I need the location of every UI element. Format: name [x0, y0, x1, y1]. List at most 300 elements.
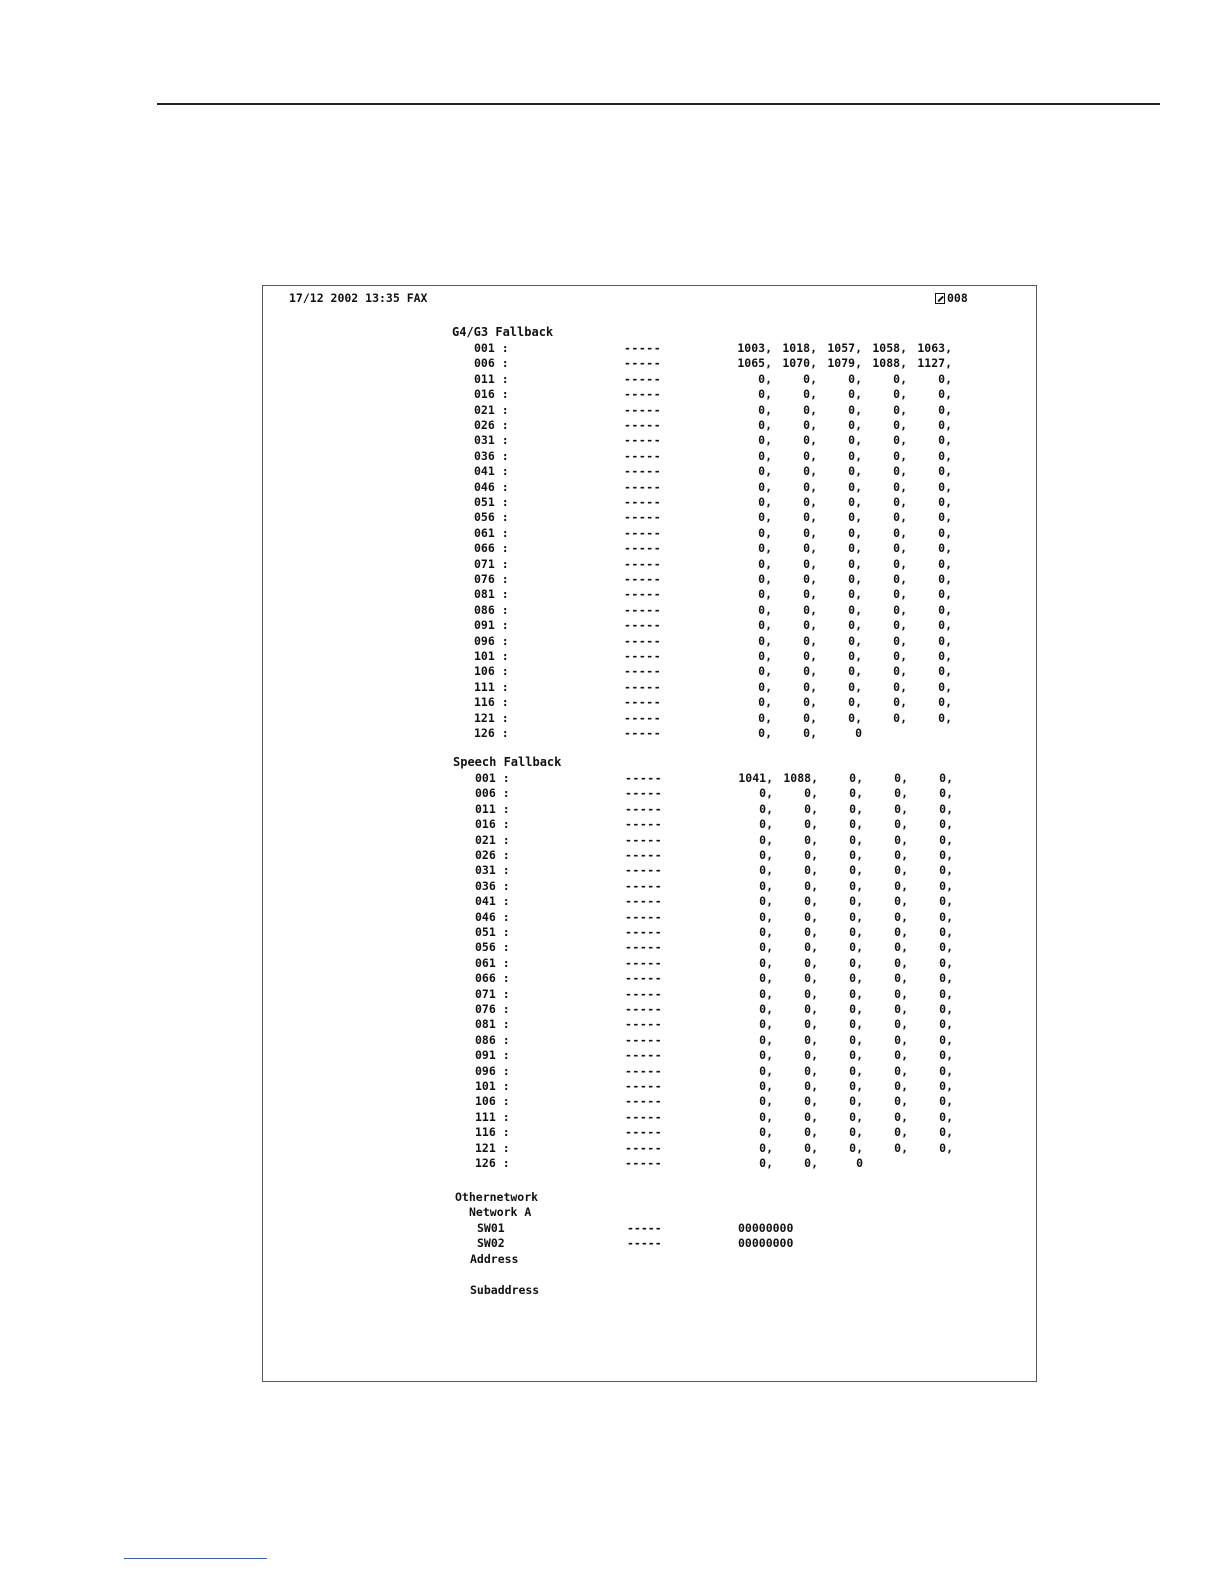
row-value: 1088,: [783, 771, 818, 785]
row-value: 0,: [849, 1079, 863, 1093]
table-row: [474, 418, 954, 433]
row-value: 1058,: [872, 341, 907, 355]
row-value: 0,: [939, 1094, 953, 1109]
table-row: [475, 1048, 955, 1063]
row-value: 0,: [804, 1017, 818, 1032]
row-value: 0,: [894, 955, 908, 970]
row-value: 0,: [894, 894, 908, 909]
table-row: [475, 1125, 955, 1140]
row-value: 0,: [848, 433, 862, 448]
row-value: 0,: [803, 387, 817, 402]
table-row: [474, 572, 954, 587]
row-value: 0,: [849, 878, 863, 893]
table-row: [474, 618, 954, 633]
row-value: 0,: [803, 448, 817, 463]
row-value: 0: [856, 1156, 863, 1170]
table-row: [475, 879, 955, 894]
table-row: [474, 557, 954, 572]
row-value: 0,: [759, 971, 773, 986]
row-separator: -----: [625, 925, 663, 939]
row-index: 126 :: [474, 726, 509, 740]
row-value: 0,: [893, 572, 907, 586]
row-value: 0,: [759, 817, 773, 832]
row-value: 0,: [804, 848, 818, 862]
row-value: 0,: [849, 1140, 863, 1155]
sw02-value: 00000000: [738, 1236, 794, 1250]
row-separator: -----: [625, 817, 663, 832]
row-value: 0,: [939, 940, 953, 955]
row-value: 0,: [939, 863, 953, 878]
row-value: 0,: [848, 633, 862, 648]
row-value: 0,: [938, 433, 952, 448]
row-value: 0,: [938, 371, 952, 386]
row-value: 0,: [758, 433, 772, 448]
row-value: 0,: [939, 909, 953, 924]
row-value: 0,: [893, 525, 907, 540]
row-value: 0,: [938, 618, 952, 633]
table-row: [474, 356, 954, 371]
table-row: [474, 510, 954, 525]
row-value: 0,: [848, 664, 862, 679]
table-row: [474, 541, 954, 556]
row-value: 0,: [849, 1109, 863, 1124]
table-row: [475, 910, 955, 925]
row-value: 0,: [804, 1125, 818, 1140]
row-value: 0,: [939, 986, 953, 1001]
row-value: 0,: [849, 1063, 863, 1078]
row-value: 0,: [849, 863, 863, 878]
row-value: 0,: [758, 633, 772, 648]
row-value: 0,: [849, 1048, 863, 1063]
table-row: [474, 372, 954, 387]
row-value: 0,: [803, 710, 817, 725]
row-value: 0,: [938, 587, 952, 602]
row-value: 0,: [849, 1017, 863, 1032]
row-value: 1063,: [917, 341, 952, 355]
row-value: 0,: [758, 726, 772, 740]
row-separator: -----: [625, 1109, 663, 1124]
table-row: [474, 495, 954, 510]
row-value: 0,: [804, 940, 818, 955]
row-separator: -----: [624, 633, 662, 648]
row-value: 0,: [803, 587, 817, 602]
row-value: 0,: [938, 695, 952, 710]
row-value: 0,: [804, 1048, 818, 1063]
row-value: 0,: [848, 649, 862, 663]
row-value: 0,: [803, 664, 817, 679]
table-row: [475, 971, 955, 986]
row-value: 0,: [759, 894, 773, 909]
row-separator: -----: [624, 495, 662, 509]
row-value: 0,: [849, 1094, 863, 1109]
row-value: 1018,: [782, 341, 817, 355]
row-value: 0,: [758, 695, 772, 710]
row-separator: -----: [625, 1063, 663, 1078]
row-index: 041 :: [475, 894, 510, 909]
row-value: 0,: [939, 1017, 953, 1032]
speech-fallback-title: Speech Fallback: [453, 755, 562, 769]
row-value: 0,: [803, 726, 817, 740]
row-separator: -----: [625, 1032, 663, 1047]
row-value: 0,: [758, 572, 772, 586]
row-separator: -----: [625, 863, 663, 878]
row-value: 0,: [803, 556, 817, 571]
row-index: 021 :: [475, 832, 510, 847]
row-value: 0,: [759, 1048, 773, 1063]
row-value: 0,: [893, 418, 907, 432]
row-value: 0,: [939, 786, 953, 801]
row-index: 051 :: [474, 495, 509, 509]
row-value: 1079,: [827, 356, 862, 371]
row-separator: -----: [625, 986, 663, 1001]
row-index: 056 :: [474, 510, 509, 525]
row-value: 0,: [894, 1079, 908, 1093]
table-row: [474, 711, 954, 726]
row-value: 0,: [893, 464, 907, 479]
row-value: 0,: [849, 1032, 863, 1047]
fax-header-datetime: 17/12 2002 13:35 FAX: [289, 291, 428, 305]
row-index: 021 :: [474, 402, 509, 417]
row-index: 006 :: [474, 356, 509, 371]
row-value: 0,: [939, 1079, 953, 1093]
row-value: 0,: [938, 448, 952, 463]
sw02-row: [477, 1236, 797, 1251]
row-value: 0,: [893, 710, 907, 725]
row-value: 0,: [939, 1032, 953, 1047]
row-value: 0,: [893, 633, 907, 648]
row-value: 0,: [758, 587, 772, 602]
row-value: 0,: [758, 510, 772, 525]
row-value: 0,: [759, 1109, 773, 1124]
page-icon: [935, 293, 945, 304]
row-separator: -----: [625, 1002, 663, 1016]
top-rule: [157, 103, 1160, 105]
row-value: 0,: [894, 817, 908, 832]
row-separator: -----: [625, 894, 663, 909]
row-value: 0,: [758, 371, 772, 386]
row-value: 0,: [803, 464, 817, 479]
row-value: 0,: [894, 986, 908, 1001]
table-row: [475, 1141, 955, 1156]
sw01-row: [477, 1221, 797, 1236]
row-separator: -----: [624, 664, 662, 679]
row-value: 0,: [849, 940, 863, 955]
sw01-value: 00000000: [738, 1221, 794, 1235]
row-value: 0,: [804, 786, 818, 801]
row-separator: -----: [624, 510, 662, 525]
row-value: 0,: [803, 541, 817, 556]
row-value: 0,: [759, 955, 773, 970]
row-value: 0,: [938, 418, 952, 432]
address-label: Address: [470, 1252, 519, 1266]
row-index: 041 :: [474, 464, 509, 479]
row-value: 0,: [803, 602, 817, 617]
row-value: 0,: [804, 1109, 818, 1124]
row-index: 101 :: [474, 649, 509, 663]
row-value: 0,: [849, 771, 863, 785]
row-value: 0,: [894, 909, 908, 924]
table-row: [475, 1002, 955, 1017]
row-value: 0,: [849, 1125, 863, 1140]
row-value: 0,: [893, 618, 907, 633]
row-separator: -----: [625, 940, 663, 955]
row-separator: -----: [624, 371, 662, 386]
row-value: 0,: [848, 479, 862, 494]
row-index: 096 :: [475, 1063, 510, 1078]
table-row: [474, 634, 954, 649]
row-value: 0,: [849, 817, 863, 832]
row-value: 0,: [938, 664, 952, 679]
row-value: 0,: [804, 986, 818, 1001]
row-value: 0,: [894, 1017, 908, 1032]
sw01-label: SW01: [477, 1221, 505, 1235]
row-separator: -----: [625, 1140, 663, 1155]
table-row: [475, 1017, 955, 1032]
row-value: 0,: [804, 878, 818, 893]
row-value: 0,: [759, 786, 773, 801]
row-index: 016 :: [475, 817, 510, 832]
row-value: 0,: [758, 402, 772, 417]
row-index: 106 :: [475, 1094, 510, 1109]
table-row: [474, 695, 954, 710]
row-separator: -----: [625, 1125, 663, 1140]
row-value: 0,: [803, 633, 817, 648]
row-value: 1127,: [917, 356, 952, 371]
row-value: 0,: [759, 1063, 773, 1078]
row-index: 086 :: [474, 602, 509, 617]
row-value: 0,: [758, 387, 772, 402]
row-value: 0,: [849, 955, 863, 970]
row-value: 0,: [803, 572, 817, 586]
row-value: 0,: [849, 848, 863, 862]
row-value: 0,: [849, 801, 863, 816]
row-index: 006 :: [475, 786, 510, 801]
row-value: 0,: [939, 1002, 953, 1016]
row-separator: -----: [624, 556, 662, 571]
row-value: 0,: [758, 448, 772, 463]
row-index: 111 :: [475, 1109, 510, 1124]
row-index: 101 :: [475, 1079, 510, 1093]
row-value: 0,: [939, 1063, 953, 1078]
row-value: 0,: [759, 832, 773, 847]
row-value: 0,: [849, 909, 863, 924]
row-value: 0,: [893, 510, 907, 525]
row-value: 0,: [758, 679, 772, 694]
row-index: 076 :: [475, 1002, 510, 1016]
table-row: [475, 833, 955, 848]
table-row: [475, 863, 955, 878]
row-value: 0,: [938, 633, 952, 648]
table-row: [474, 480, 954, 495]
row-value: 0,: [939, 817, 953, 832]
row-value: 0,: [803, 649, 817, 663]
row-index: 116 :: [475, 1125, 510, 1140]
row-value: 0,: [893, 495, 907, 509]
bottom-link-rule: [124, 1558, 267, 1559]
row-value: 0,: [804, 955, 818, 970]
row-value: 0,: [758, 525, 772, 540]
row-value: 0,: [938, 525, 952, 540]
row-value: 0,: [758, 618, 772, 633]
row-separator: -----: [624, 649, 662, 663]
row-separator: -----: [624, 572, 662, 586]
row-value: 0,: [759, 1002, 773, 1016]
row-value: 0,: [893, 448, 907, 463]
row-value: 0,: [803, 525, 817, 540]
table-row: [475, 956, 955, 971]
row-value: 0,: [938, 495, 952, 509]
row-value: 0,: [759, 848, 773, 862]
row-index: 066 :: [474, 541, 509, 556]
table-row: [475, 1156, 955, 1171]
row-separator: -----: [624, 464, 662, 479]
table-row: [474, 387, 954, 402]
table-row: [474, 433, 954, 448]
row-index: 096 :: [474, 633, 509, 648]
row-index: 061 :: [475, 955, 510, 970]
table-row: [474, 464, 954, 479]
row-value: 0,: [804, 894, 818, 909]
row-index: 011 :: [474, 371, 509, 386]
row-separator: -----: [625, 1017, 663, 1032]
row-value: 0,: [804, 1002, 818, 1016]
row-index: 061 :: [474, 525, 509, 540]
row-separator: -----: [625, 971, 663, 986]
row-value: 0,: [848, 556, 862, 571]
row-value: 1070,: [782, 356, 817, 371]
row-value: 0,: [803, 418, 817, 432]
row-index: 056 :: [475, 940, 510, 955]
row-value: 0,: [759, 1032, 773, 1047]
row-value: 0,: [848, 418, 862, 432]
row-value: 0,: [848, 371, 862, 386]
row-value: 0,: [938, 402, 952, 417]
row-value: 0,: [849, 925, 863, 939]
row-value: 0,: [759, 1140, 773, 1155]
row-index: 066 :: [475, 971, 510, 986]
table-row: [475, 771, 955, 786]
row-separator: -----: [624, 402, 662, 417]
row-value: 0,: [759, 925, 773, 939]
row-value: 0,: [758, 418, 772, 432]
row-value: 0,: [848, 525, 862, 540]
row-value: 0,: [804, 909, 818, 924]
row-value: 0,: [938, 510, 952, 525]
row-value: 0,: [803, 618, 817, 633]
fax-report-frame: [262, 285, 1037, 1382]
table-row: [474, 449, 954, 464]
row-separator: -----: [624, 587, 662, 602]
row-value: 0,: [893, 402, 907, 417]
row-value: 0,: [758, 602, 772, 617]
row-value: 0,: [804, 801, 818, 816]
row-value: 0,: [759, 1094, 773, 1109]
row-value: 0,: [939, 894, 953, 909]
row-separator: -----: [625, 955, 663, 970]
row-value: 0,: [758, 556, 772, 571]
row-value: 0,: [759, 1079, 773, 1093]
row-value: 0,: [803, 679, 817, 694]
row-separator: -----: [624, 341, 662, 355]
row-value: 0,: [939, 801, 953, 816]
row-value: 0,: [848, 587, 862, 602]
row-value: 0,: [804, 1156, 818, 1170]
row-value: 1041,: [738, 771, 773, 785]
table-row: [474, 526, 954, 541]
row-separator: -----: [625, 1094, 663, 1109]
row-separator: -----: [624, 710, 662, 725]
row-value: 0,: [894, 1002, 908, 1016]
row-value: 0,: [894, 878, 908, 893]
row-value: 0,: [939, 1140, 953, 1155]
row-value: 0,: [804, 832, 818, 847]
row-separator: -----: [624, 433, 662, 448]
table-row: [474, 403, 954, 418]
row-value: 1003,: [737, 341, 772, 355]
row-index: 121 :: [474, 710, 509, 725]
row-index: 081 :: [474, 587, 509, 602]
row-value: 0: [855, 726, 862, 740]
row-value: 0,: [938, 602, 952, 617]
sw02-dash: -----: [627, 1236, 662, 1250]
row-value: 0,: [803, 402, 817, 417]
row-index: 031 :: [474, 433, 509, 448]
row-value: 0,: [804, 1063, 818, 1078]
row-value: 0,: [893, 649, 907, 663]
network-a-label: Network A: [469, 1205, 532, 1219]
row-value: 0,: [804, 1094, 818, 1109]
row-value: 0,: [938, 649, 952, 663]
table-row: [475, 786, 955, 801]
row-value: 0,: [893, 433, 907, 448]
table-row: [475, 1094, 955, 1109]
row-index: 001 :: [474, 341, 509, 355]
row-value: 0,: [849, 986, 863, 1001]
row-value: 0,: [849, 1002, 863, 1016]
row-separator: -----: [624, 448, 662, 463]
row-value: 0,: [894, 1032, 908, 1047]
row-value: 0,: [849, 894, 863, 909]
row-index: 121 :: [475, 1140, 510, 1155]
row-value: 0,: [803, 695, 817, 710]
row-value: 0,: [939, 771, 953, 785]
row-value: 0,: [938, 710, 952, 725]
row-value: 0,: [849, 832, 863, 847]
row-separator: -----: [624, 387, 662, 402]
row-value: 0,: [938, 556, 952, 571]
row-value: 0,: [759, 909, 773, 924]
row-value: 0,: [939, 848, 953, 862]
row-value: 0,: [758, 464, 772, 479]
row-separator: -----: [625, 832, 663, 847]
row-separator: -----: [625, 801, 663, 816]
table-row: [475, 940, 955, 955]
table-row: [474, 587, 954, 602]
row-value: 0,: [804, 925, 818, 939]
row-value: 0,: [759, 1017, 773, 1032]
row-value: 0,: [804, 863, 818, 878]
row-value: 0,: [758, 664, 772, 679]
row-value: 0,: [848, 495, 862, 509]
row-value: 0,: [758, 495, 772, 509]
row-value: 0,: [803, 510, 817, 525]
row-value: 0,: [848, 448, 862, 463]
row-separator: -----: [624, 618, 662, 633]
row-separator: -----: [624, 525, 662, 540]
table-row: [475, 848, 955, 863]
row-index: 026 :: [475, 848, 510, 862]
row-value: 0,: [938, 679, 952, 694]
